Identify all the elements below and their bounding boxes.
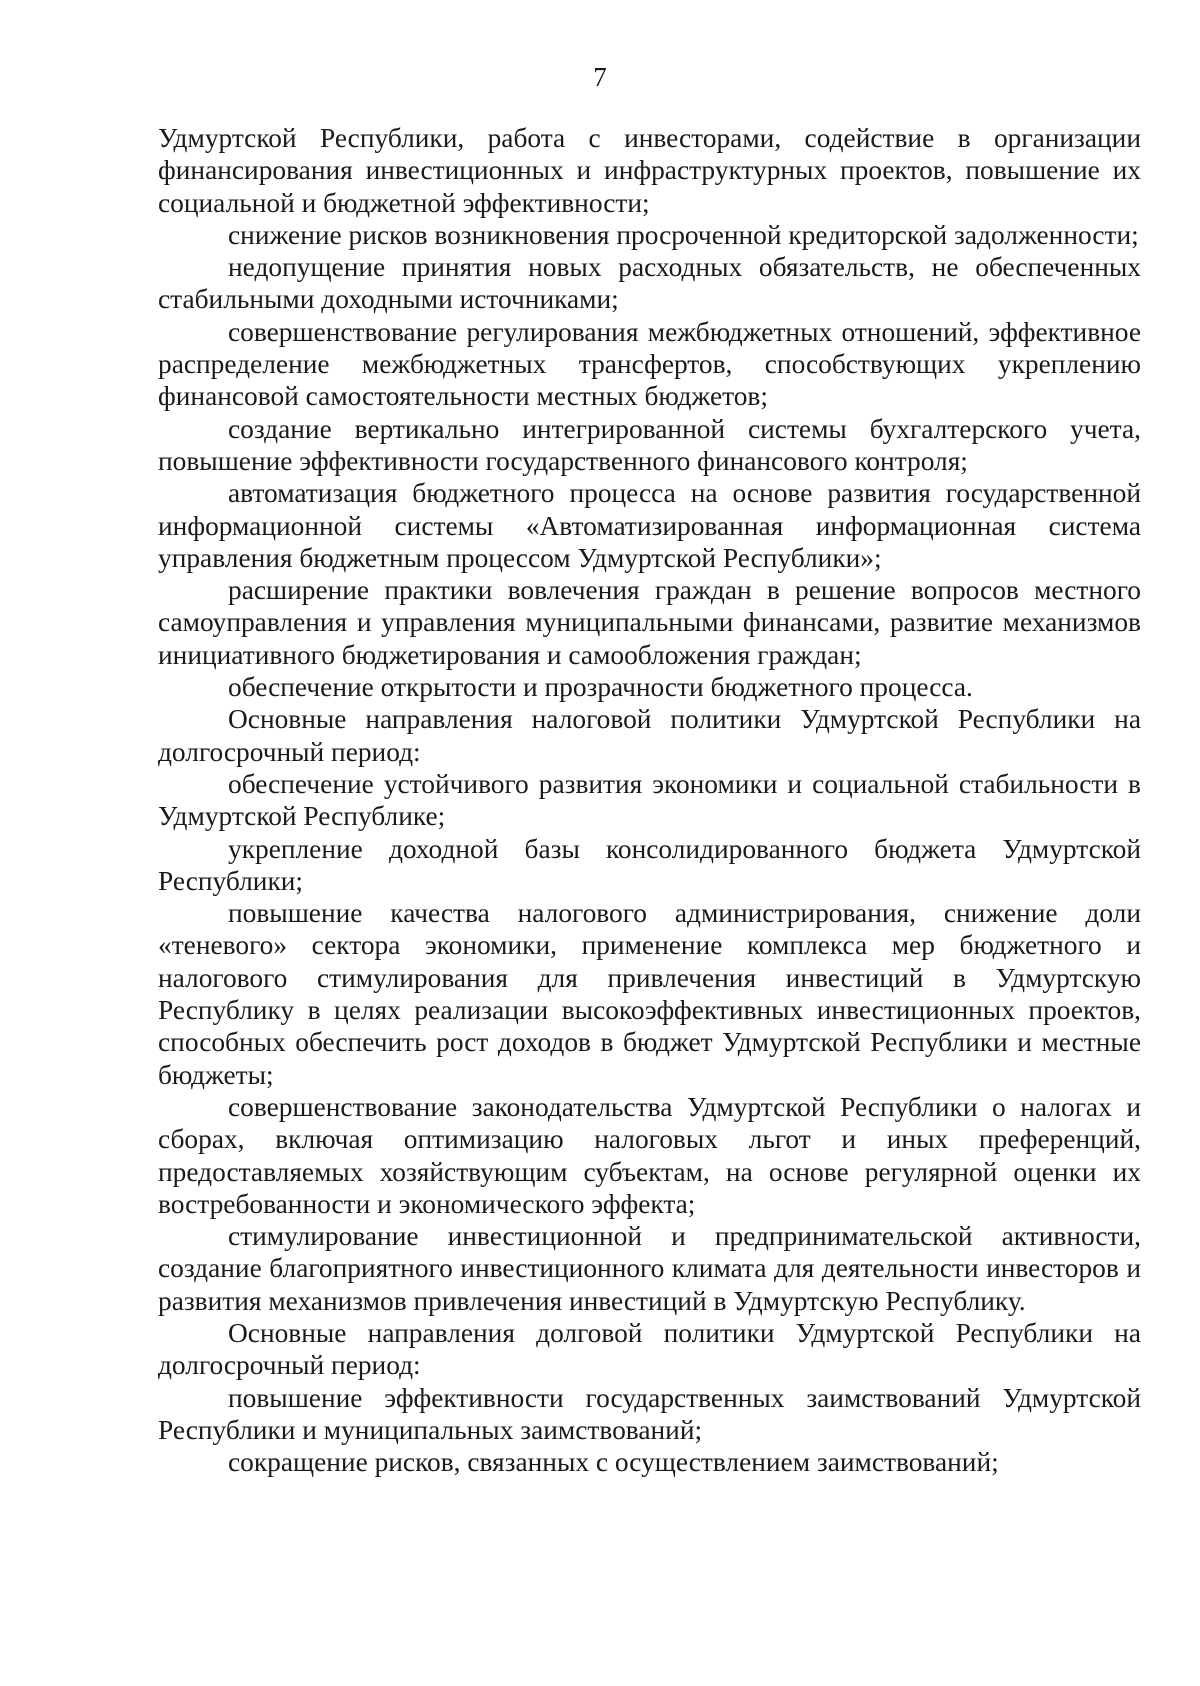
paragraph: обеспечение устойчивого развития экономики и социальной стабильности в Удмуртской Республике; <box>158 768 1141 832</box>
paragraph: Основные направления налоговой политики Удмуртской Республики на долгосрочный период: <box>158 704 1141 767</box>
paragraph: стимулирование инвестиционной и предпринимательской активности, создание благоприятного инвестиционного климата для деятельности инвесторов и развития механизмов привлечения инвестиций в Удмуртскую Республику. <box>158 1221 1141 1316</box>
document-body <box>158 122 1141 1478</box>
paragraph: повышение эффективности государственных заимствований Удмуртской Республики и муниципальных заимствований; <box>158 1382 1141 1445</box>
paragraph: автоматизация бюджетного процесса на основе развития государственной информационной системы «Автоматизированная информационная система управления бюджетным процессом Удмуртской Республики»; <box>158 478 1141 573</box>
paragraph: укрепление доходной базы консолидированного бюджета Удмуртской Республики; <box>158 833 1141 896</box>
paragraph: повышение качества налогового администрирования, снижение доли «теневого» сектора экономики, применение комплекса мер бюджетного и налогового стимулирования для привлечения инвестиций в Удмуртскую Республику в целях реализации высокоэффективных инвестиционных проектов, способных обеспечить рост доходов в бюджет Удмуртской Республики и местные бюджеты; <box>158 898 1141 1090</box>
paragraph: сокращение рисков, связанных с осуществлением заимствований; <box>228 1447 999 1478</box>
paragraph: обеспечение открытости и прозрачности бюджетного процесса. <box>228 672 973 703</box>
page-number: 7 <box>593 62 607 92</box>
paragraph: Удмуртской Республики, работа с инвесторами, содействие в организации финансирования инвестиционных и инфраструктурных проектов, повышение их социальной и бюджетной эффективности; <box>158 123 1141 218</box>
paragraph: Основные направления долговой политики Удмуртской Республики на долгосрочный период: <box>158 1317 1141 1381</box>
paragraph: недопущение принятия новых расходных обязательств, не обеспеченных стабильными доходными источниками; <box>158 252 1141 315</box>
paragraph: совершенствование регулирования межбюджетных отношений, эффективное распределение межбюджетных трансфертов, способствующих укреплению финансовой самостоятельности местных бюджетов; <box>158 316 1141 412</box>
paragraph: снижение рисков возникновения просроченной кредиторской задолженности; <box>228 219 1139 250</box>
paragraph: совершенствование законодательства Удмуртской Республики о налогах и сборах, включая оптимизацию налоговых льгот и иных преференций, предоставляемых хозяйствующим субъектам, на основе регулярной оценки их востребованности и экономического эффекта; <box>158 1091 1141 1219</box>
paragraph: расширение практики вовлечения граждан в решение вопросов местного самоуправления и управления муниципальными финансами, развитие механизмов инициативного бюджетирования и самообложения граждан; <box>158 575 1141 670</box>
paragraph: создание вертикально интегрированной системы бухгалтерского учета, повышение эффективности государственного финансового контроля; <box>158 413 1141 476</box>
